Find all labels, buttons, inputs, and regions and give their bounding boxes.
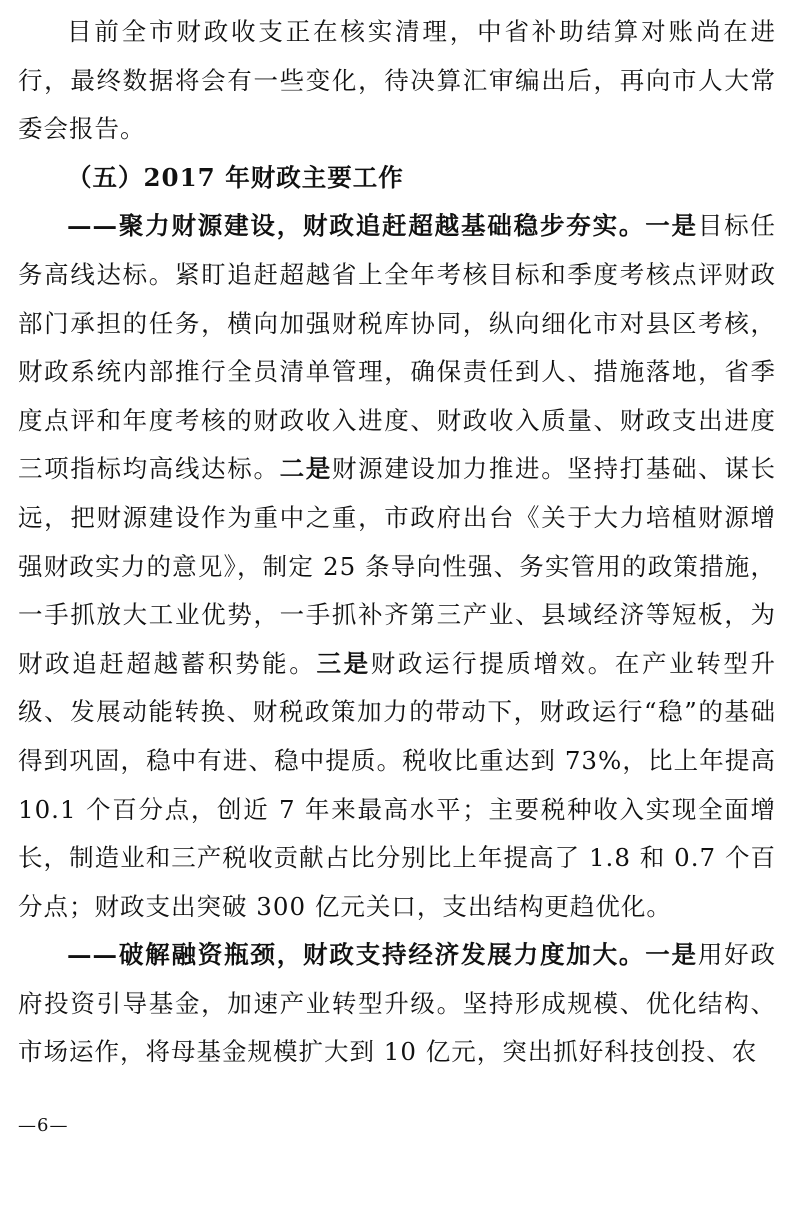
paragraph-revenue-building	[18, 202, 776, 931]
document-page	[18, 8, 776, 1077]
keyword-first: 一是	[645, 211, 698, 241]
point-text: 财政运行提质增效。在产业转型升级、发展动能转换、财税政策加力的带动下，财政运行“稳”的基础得到巩固，稳中有进、稳中提质。税收比重达到 73%，比上年提高 10.1 个百分点，创近 7 年来最高水平；主要税种收入实现全面增长，制造业和三产税收贡献占比分别比上年提高了 1.8 和 0.7 个百分点；财政支出突破 300 亿元关口，支出结构更趋优化。	[18, 648, 777, 921]
point-text: 用好政府投资引导基金，加速产业转型升级。坚持形成规模、优化结构、市场运作，将母基金规模扩大到 10 亿元，突出抓好科技创投、农	[18, 940, 776, 1067]
keyword-second: 二是	[279, 454, 332, 484]
keyword-first: 一是	[645, 940, 698, 970]
keyword-third: 三是	[316, 648, 371, 678]
section-heading: （五）2017 年财政主要工作	[67, 162, 404, 192]
lead-sentence: ——聚力财源建设，财政追赶超越基础稳步夯实。	[67, 211, 646, 241]
paragraph-intro: 目前全市财政收支正在核实清理，中省补助结算对账尚在进行，最终数据将会有一些变化，待决算汇审编出后，再向市人大常委会报告。	[18, 17, 776, 144]
page-number: —6—	[18, 1115, 69, 1136]
lead-sentence: ——破解融资瓶颈，财政支持经济发展力度加大。	[67, 940, 646, 970]
point-text: 财源建设加力推进。坚持打基础、谋长远，把财源建设作为重中之重，市政府出台《关于大力培植财源增强财政实力的意见》，制定 25 条导向性强、务实管用的政策措施，一手抓放大工业优势，一手抓补齐第三产业、县域经济等短板，为财政追赶超越蓄积势能。	[18, 454, 777, 678]
point-text: 目标任务高线达标。紧盯追赶超越省上全年考核目标和季度考核点评财政部门承担的任务，横向加强财税库协同，纵向细化市对县区考核，财政系统内部推行全员清单管理，确保责任到人、措施落地，省季度点评和年度考核的财政收入进度、财政收入质量、财政支出进度三项指标均高线达标。	[18, 211, 776, 484]
paragraph-financing	[18, 931, 776, 1077]
